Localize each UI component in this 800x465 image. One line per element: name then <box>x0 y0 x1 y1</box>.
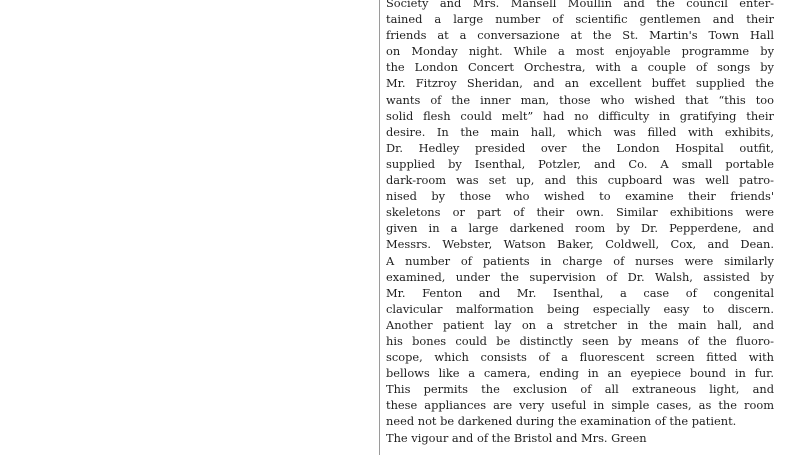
article-line: skeletons or part of their own. Similar exhibitions were <box>386 205 774 220</box>
article-line: given in a large darkened room by Dr. Pepperdene, and <box>386 221 774 236</box>
article-line: scope, which consists of a fluorescent screen fitted with <box>386 350 774 365</box>
article-line: tained a large number of scientific gentlemen and their <box>386 12 774 27</box>
article-line: dark-room was set up, and this cupboard was well patro- <box>386 173 774 188</box>
article-line: on Monday night. While a most enjoyable programme by <box>386 44 774 59</box>
article-line: Messrs. Webster, Watson Baker, Coldwell, Cox, and Dean. <box>386 237 774 252</box>
article-line: solid flesh could melt” had no difficulty in gratifying their <box>386 108 774 123</box>
article-line: Society and Mrs. Mansell Moullin and the council enter- <box>386 0 774 10</box>
article-line: This permits the exclusion of all extraneous light, and <box>386 382 774 397</box>
article-line: Another patient lay on a stretcher in the main hall, and <box>386 317 774 332</box>
article-text-column <box>386 0 774 465</box>
article-line: clavicular malformation being especially easy to discern. <box>386 301 774 316</box>
article-line: his bones could be distinctly seen by means of the fluoro- <box>386 333 774 348</box>
article-line: these appliances are very useful in simple cases, as the room <box>386 398 774 413</box>
article-line: examined, under the supervision of Dr. Walsh, assisted by <box>386 269 774 284</box>
article-line: the London Concert Orchestra, with a couple of songs by <box>386 60 774 75</box>
article-line: The vigour and of the Bristol and Mrs. Green <box>386 430 647 445</box>
article-line: nised by those who wished to examine their friends' <box>386 189 774 204</box>
article-line: bellows like a camera, ending in an eyepiece bound in fur. <box>386 366 774 381</box>
article-line: friends at a conversazione at the St. Martin's Town Hall <box>386 28 774 43</box>
article-line: Mr. Fenton and Mr. Isenthal, a case of congenital <box>386 285 774 300</box>
article-line: Mr. Fitzroy Sheridan, and an excellent buffet supplied the <box>386 76 774 91</box>
article-line: A number of patients in charge of nurses were similarly <box>386 253 774 268</box>
article-line: Dr. Hedley presided over the London Hospital outfit, <box>386 140 774 155</box>
article-line: desire. In the main hall, which was filled with exhibits, <box>386 124 774 139</box>
article-line: need not be darkened during the examination of the patient. <box>386 414 737 429</box>
column-divider-line <box>379 0 380 455</box>
article-line: supplied by Isenthal, Potzler, and Co. A small portable <box>386 156 774 171</box>
article-line: wants of the inner man, those who wished that “this too <box>386 92 774 107</box>
